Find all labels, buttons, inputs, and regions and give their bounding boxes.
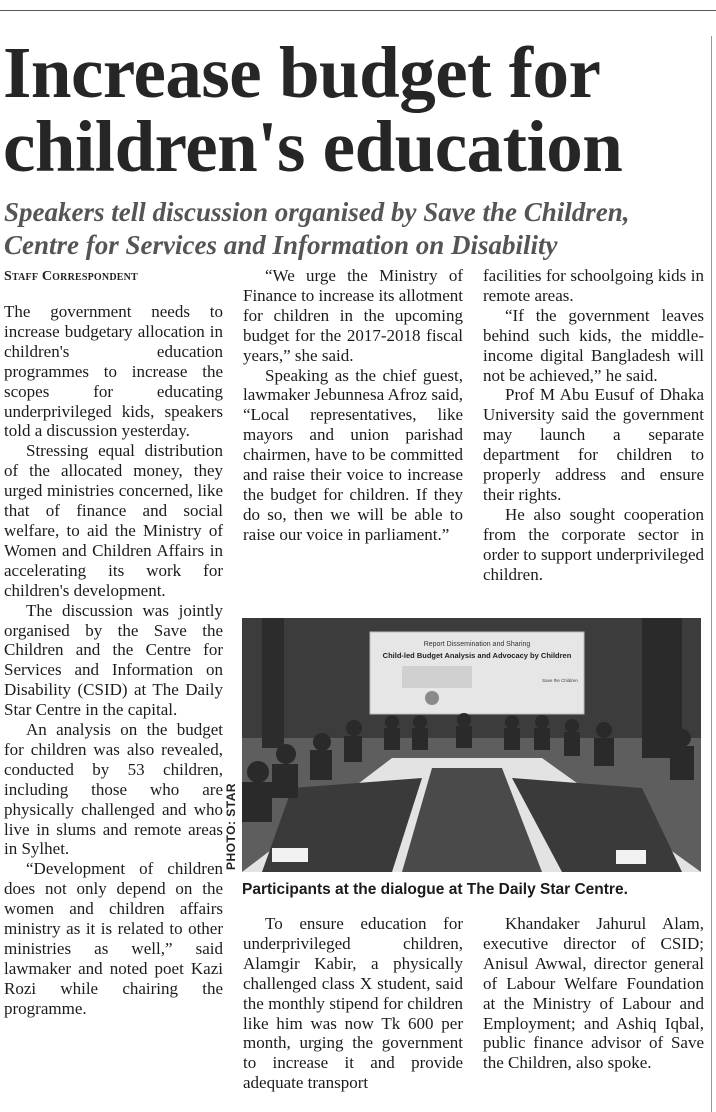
- column-3: [483, 266, 704, 585]
- page-edge-rule: [711, 36, 712, 1112]
- photo-caption: Participants at the dialogue at The Daily Star Centre.: [242, 881, 628, 898]
- paragraph: Prof M Abu Eusuf of Dhaka University said the government may launch a separate department for children to properly address and ensure their rights.: [483, 385, 704, 504]
- paragraph: “Development of children does not only depend on the women and children affairs ministry as it is related to other ministries as well,” said lawmaker and noted poet Kazi Rozi while chairing the programme.: [4, 859, 223, 1018]
- banner-sponsor: Save the Children: [542, 678, 578, 683]
- paragraph: “We urge the Ministry of Finance to increase its allotment for children in the upcoming budget for the 2017-2018 fiscal years,” she said.: [243, 266, 463, 365]
- paragraph: The government needs to increase budgetary allocation in children's education programmes to increase the scopes for educating underprivileged kids, speakers told a discussion yesterday.: [4, 302, 223, 441]
- paragraph: Khandaker Jahurul Alam, executive director of CSID; Anisul Awwal, director general of Labour Welfare Foundation at the Ministry of Labour and Employment; and Ashiq Iqbal, public finance advisor of Save the Children, also spoke.: [483, 914, 704, 1073]
- column-3-lower: [483, 914, 704, 1073]
- paragraph: The discussion was jointly organised by the Save the Children and the Centre for Services and Information on Disability (CSID) at The Daily Star Centre in the capital.: [4, 600, 223, 720]
- paragraph: Stressing equal distribution of the allocated money, they urged ministries concerned, like that of finance and social welfare, to aid the Ministry of Women and Children Affairs in accelerating its work for children's development.: [4, 441, 223, 600]
- top-rule: [0, 10, 716, 11]
- column-2-lower: [243, 914, 463, 1093]
- subheadline: Speakers tell discussion organised by Save the Children, Centre for Services and Information on Disability: [4, 197, 630, 260]
- conference-photo-illustration: [242, 618, 701, 872]
- banner-line-1: Report Dissemination and Sharing: [423, 641, 531, 648]
- paragraph: Speaking as the chief guest, lawmaker Jebunnesa Afroz said, “Local representatives, like mayors and union parishad chairmen, have to be committed and raise their voice to increase the budget for children. If they do so, then we will be able to raise our voice in parliament.”: [243, 365, 463, 544]
- paragraph: He also sought cooperation from the corporate sector in order to support underprivileged children.: [483, 504, 704, 584]
- news-photo: [242, 618, 701, 872]
- paragraph: facilities for schoolgoing kids in remote areas.: [483, 266, 704, 305]
- column-1: [4, 302, 223, 1019]
- byline: Staff Correspondent: [4, 269, 138, 284]
- headline: Increase budget for children's education: [3, 32, 623, 187]
- paragraph: “If the government leaves behind such kids, the middle-income digital Bangladesh will not be achieved,” he said.: [483, 305, 704, 385]
- paragraph: An analysis on the budget for children was also revealed, conducted by 53 children, including those who are physically challenged and who live in slums and remote areas in Sylhet.: [4, 720, 223, 859]
- paragraph: To ensure education for underprivileged children, Alamgir Kabir, a physically challenged class X student, said the monthly stipend for children like him was now Tk 600 per month, urging the government to increase it and provide adequate transport: [243, 914, 463, 1093]
- photo-credit: PHOTO: STAR: [224, 782, 238, 870]
- banner-line-2: Child-led Budget Analysis and Advocacy by Children: [382, 651, 572, 660]
- column-2: [243, 266, 463, 545]
